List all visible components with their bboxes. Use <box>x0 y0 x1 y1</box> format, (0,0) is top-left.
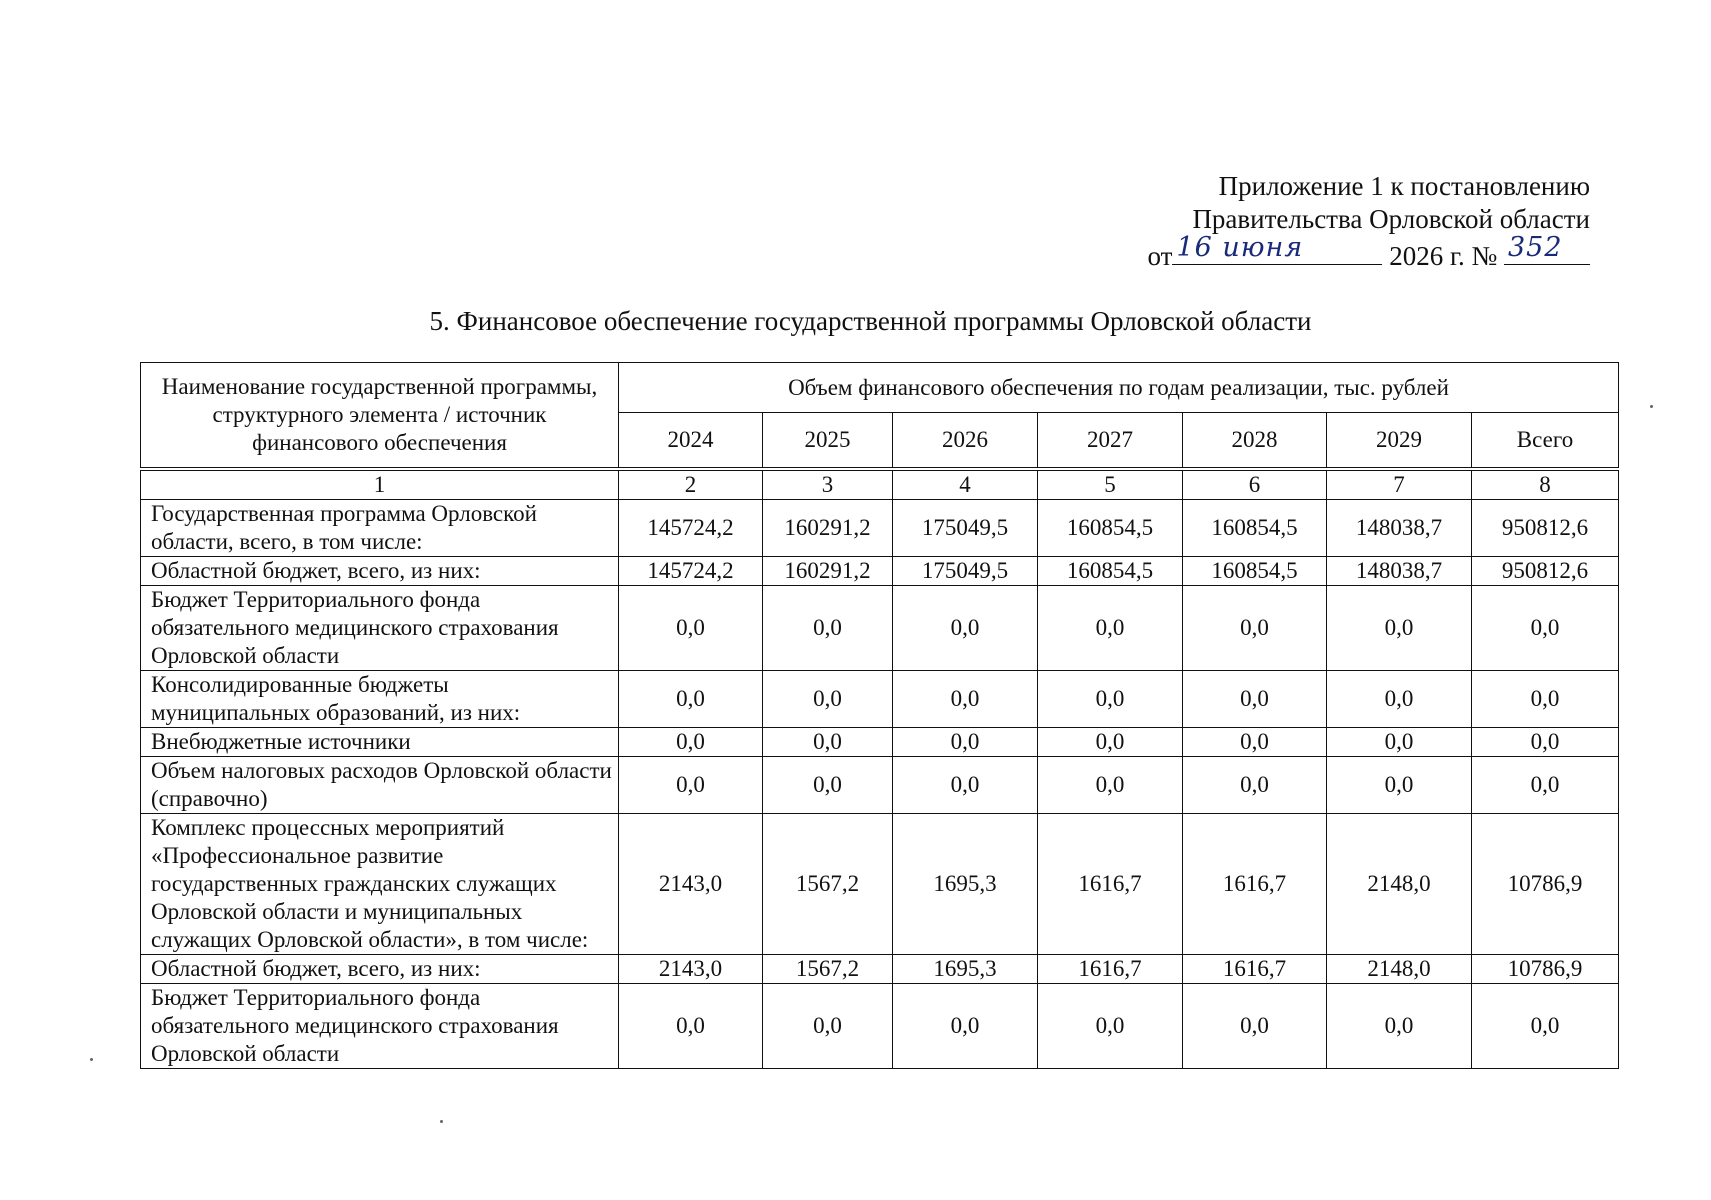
row-name-cell: Бюджет Территориального фонда обязательного медицинского страхования Орловской области <box>141 983 619 1068</box>
row-value-cell: 160854,5 <box>1038 556 1183 585</box>
row-value-cell: 2143,0 <box>619 813 763 954</box>
row-value-cell: 0,0 <box>893 756 1038 813</box>
row-value-cell: 0,0 <box>1327 727 1472 756</box>
row-value-cell: 0,0 <box>1327 756 1472 813</box>
row-value-cell: 0,0 <box>1327 585 1472 670</box>
financing-table <box>140 362 1619 1069</box>
row-value-cell: 1567,2 <box>763 954 893 983</box>
row-value-cell: 148038,7 <box>1327 499 1472 556</box>
row-value-cell: 0,0 <box>1183 670 1327 727</box>
row-value-cell: 160854,5 <box>1038 499 1183 556</box>
row-total-cell: 950812,6 <box>1472 499 1619 556</box>
row-total-cell: 0,0 <box>1472 585 1619 670</box>
row-value-cell: 145724,2 <box>619 556 763 585</box>
handwritten-number: 352 <box>1508 232 1563 263</box>
table-row <box>141 756 1619 813</box>
row-value-cell: 1616,7 <box>1038 954 1183 983</box>
row-value-cell: 175049,5 <box>893 499 1038 556</box>
row-value-cell: 160854,5 <box>1183 556 1327 585</box>
row-value-cell: 175049,5 <box>893 556 1038 585</box>
column-number: 6 <box>1183 469 1327 500</box>
table-row <box>141 585 1619 670</box>
year-header: 2024 <box>619 413 763 469</box>
row-value-cell: 0,0 <box>763 585 893 670</box>
appendix-line-2: Правительства Орловской области <box>1192 204 1590 234</box>
row-value-cell: 0,0 <box>763 983 893 1068</box>
appendix-header <box>1100 170 1590 273</box>
row-total-cell: 0,0 <box>1472 727 1619 756</box>
column-number: 5 <box>1038 469 1183 500</box>
row-value-cell: 0,0 <box>763 670 893 727</box>
date-field <box>1172 232 1382 265</box>
column-number: 8 <box>1472 469 1619 500</box>
row-total-cell: 950812,6 <box>1472 556 1619 585</box>
appendix-line-1: Приложение 1 к постановлению <box>1218 171 1590 201</box>
table-row <box>141 954 1619 983</box>
row-name-cell: Областной бюджет, всего, из них: <box>141 954 619 983</box>
row-name-cell: Бюджет Территориального фонда обязательного медицинского страхования Орловской области <box>141 585 619 670</box>
scan-speck <box>1650 405 1653 408</box>
row-total-cell: 10786,9 <box>1472 954 1619 983</box>
row-total-cell: 0,0 <box>1472 983 1619 1068</box>
row-value-cell: 0,0 <box>619 983 763 1068</box>
row-value-cell: 145724,2 <box>619 499 763 556</box>
table-row <box>141 813 1619 954</box>
row-value-cell: 0,0 <box>763 727 893 756</box>
year-header: 2028 <box>1183 413 1327 469</box>
row-value-cell: 0,0 <box>1183 727 1327 756</box>
row-value-cell: 0,0 <box>893 727 1038 756</box>
row-value-cell: 1616,7 <box>1038 813 1183 954</box>
row-value-cell: 1616,7 <box>1183 954 1327 983</box>
year-header: 2025 <box>763 413 893 469</box>
column-number: 4 <box>893 469 1038 500</box>
row-value-cell: 0,0 <box>619 670 763 727</box>
from-prefix: от <box>1147 241 1173 271</box>
row-value-cell: 0,0 <box>1183 585 1327 670</box>
column-number: 2 <box>619 469 763 500</box>
row-value-cell: 148038,7 <box>1327 556 1472 585</box>
row-value-cell: 1695,3 <box>893 813 1038 954</box>
total-header: Всего <box>1472 413 1619 469</box>
number-field <box>1504 232 1590 265</box>
row-value-cell: 2148,0 <box>1327 813 1472 954</box>
row-value-cell: 0,0 <box>619 756 763 813</box>
row-name-cell: Комплекс процессных мероприятий «Профессиональное развитие государственных гражданских служащих Орловской области и муниципальных служащих Орловской области», в том числе: <box>141 813 619 954</box>
table-row <box>141 983 1619 1068</box>
table-row <box>141 727 1619 756</box>
row-value-cell: 160291,2 <box>763 499 893 556</box>
row-name-cell: Объем налоговых расходов Орловской области (справочно) <box>141 756 619 813</box>
row-value-cell: 1616,7 <box>1183 813 1327 954</box>
scan-speck <box>440 1120 443 1123</box>
row-value-cell: 0,0 <box>1038 983 1183 1068</box>
year-header: 2027 <box>1038 413 1183 469</box>
row-value-cell: 0,0 <box>1038 670 1183 727</box>
column-number: 7 <box>1327 469 1472 500</box>
row-value-cell: 2148,0 <box>1327 954 1472 983</box>
document-title: 5. Финансовое обеспечение государственной программы Орловской области <box>429 306 1312 336</box>
row-value-cell: 0,0 <box>763 756 893 813</box>
table-row <box>141 556 1619 585</box>
header-name-cell: Наименование государственной программы, структурного элемента / источник финансового обеспечения <box>141 363 619 469</box>
row-total-cell: 0,0 <box>1472 756 1619 813</box>
row-value-cell: 160291,2 <box>763 556 893 585</box>
row-value-cell: 0,0 <box>1183 756 1327 813</box>
row-value-cell: 0,0 <box>619 585 763 670</box>
row-value-cell: 1695,3 <box>893 954 1038 983</box>
row-value-cell: 0,0 <box>1038 756 1183 813</box>
row-value-cell: 0,0 <box>893 983 1038 1068</box>
header-volume-cell: Объем финансового обеспечения по годам реализации, тыс. рублей <box>619 363 1619 413</box>
row-value-cell: 0,0 <box>1038 585 1183 670</box>
table-row <box>141 499 1619 556</box>
row-value-cell: 0,0 <box>1327 670 1472 727</box>
table-row <box>141 670 1619 727</box>
row-value-cell: 160854,5 <box>1183 499 1327 556</box>
handwritten-date: 16 июня <box>1176 232 1304 263</box>
row-value-cell: 0,0 <box>893 585 1038 670</box>
row-name-cell: Областной бюджет, всего, из них: <box>141 556 619 585</box>
row-name-cell: Государственная программа Орловской области, всего, в том числе: <box>141 499 619 556</box>
row-value-cell: 2143,0 <box>619 954 763 983</box>
year-header: 2029 <box>1327 413 1472 469</box>
column-number: 3 <box>763 469 893 500</box>
row-name-cell: Консолидированные бюджеты муниципальных образований, из них: <box>141 670 619 727</box>
row-value-cell: 0,0 <box>1183 983 1327 1068</box>
column-numbering-row <box>141 469 1619 500</box>
row-total-cell: 10786,9 <box>1472 813 1619 954</box>
row-value-cell: 0,0 <box>1038 727 1183 756</box>
row-value-cell: 0,0 <box>893 670 1038 727</box>
row-name-cell: Внебюджетные источники <box>141 727 619 756</box>
column-number: 1 <box>141 469 619 500</box>
row-value-cell: 1567,2 <box>763 813 893 954</box>
year-header: 2026 <box>893 413 1038 469</box>
scan-speck <box>90 1058 93 1061</box>
row-value-cell: 0,0 <box>619 727 763 756</box>
appendix-line-3 <box>1100 232 1590 273</box>
row-total-cell: 0,0 <box>1472 670 1619 727</box>
year-text: 2026 г. № <box>1389 241 1498 271</box>
row-value-cell: 0,0 <box>1327 983 1472 1068</box>
